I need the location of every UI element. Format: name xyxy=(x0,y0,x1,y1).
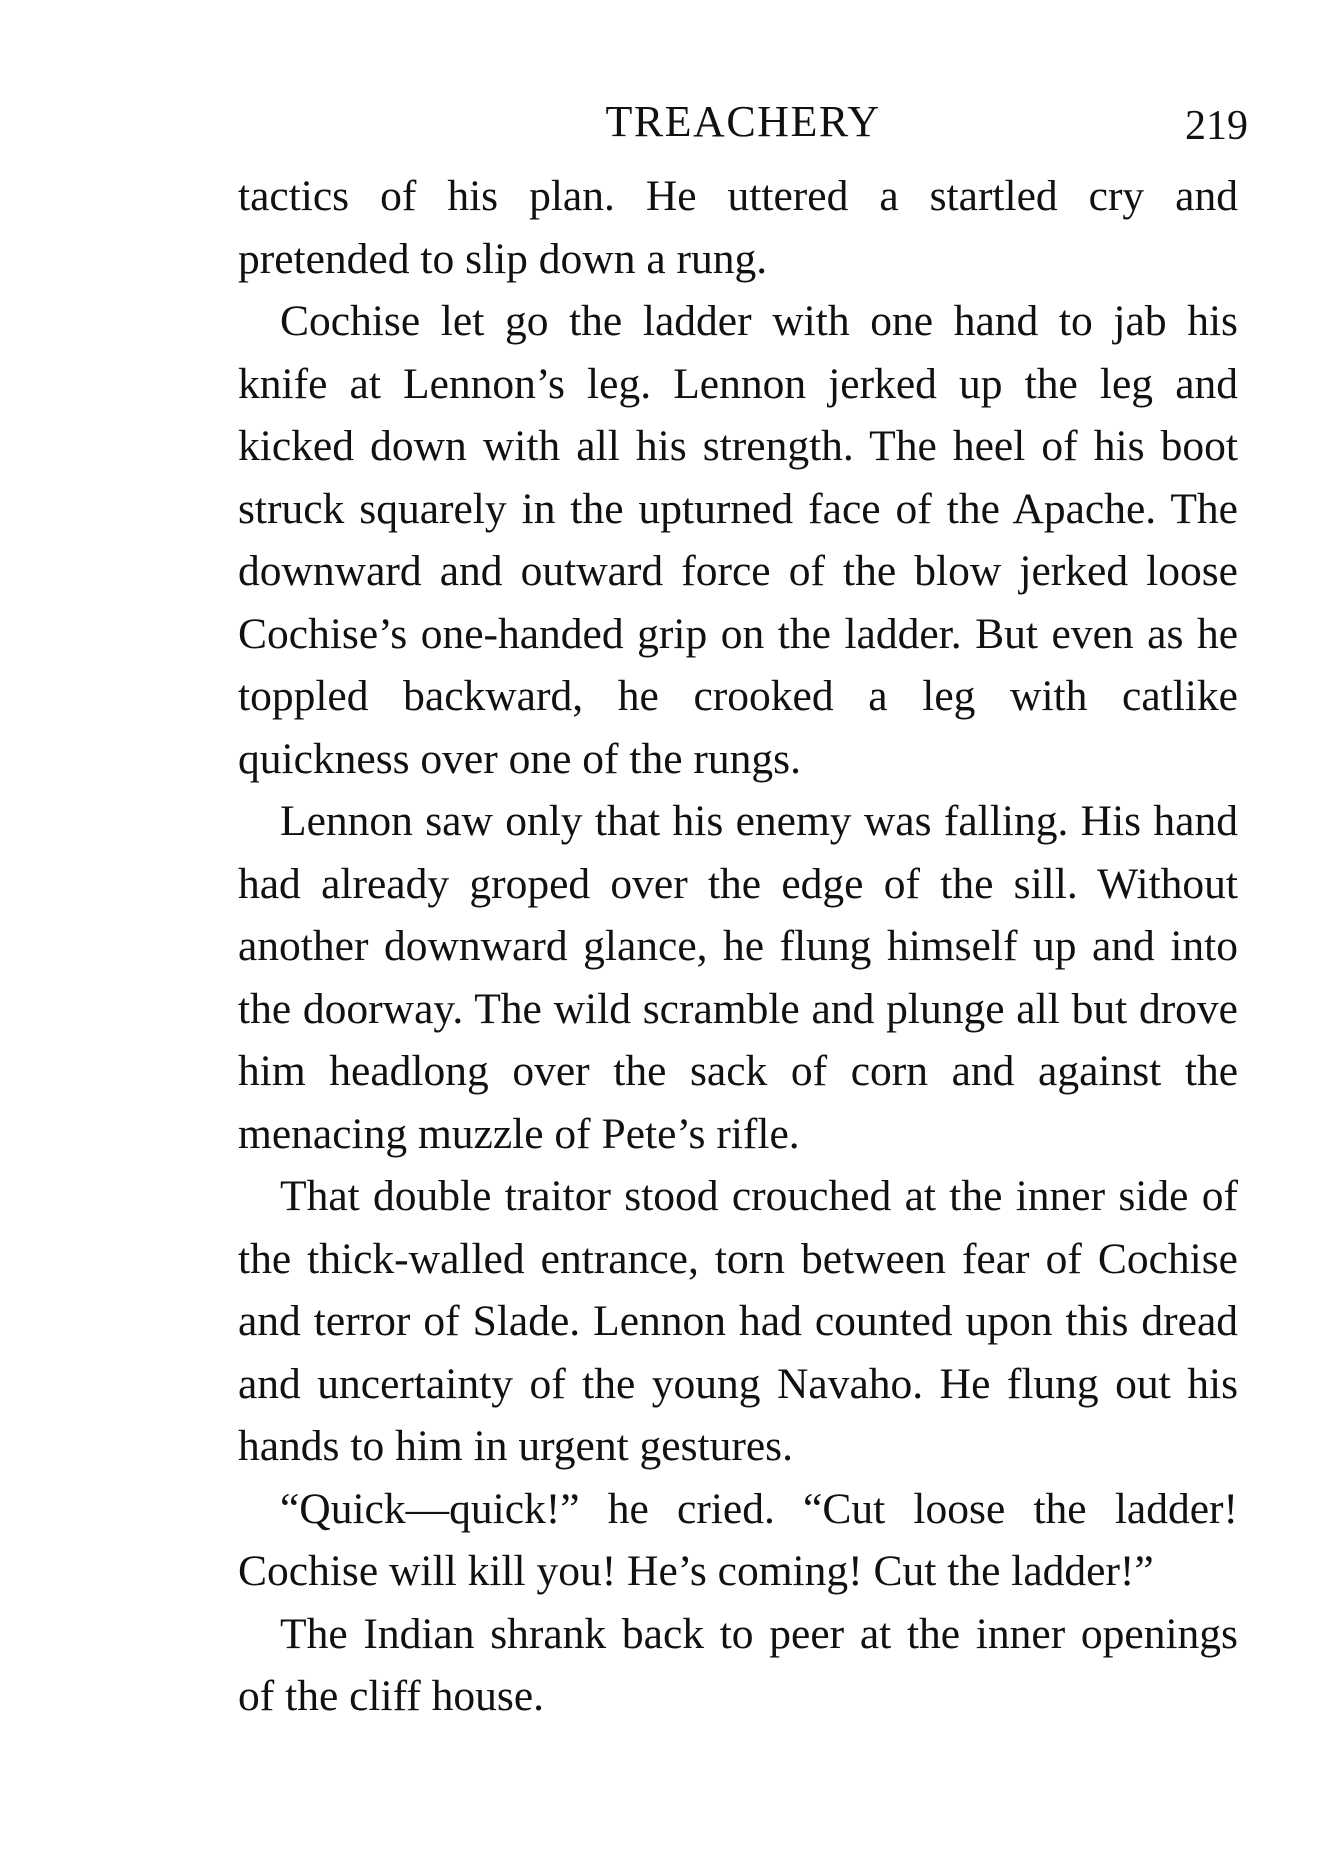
running-head xyxy=(238,92,1248,152)
paragraph: The Indian shrank back to peer at the inner openings of the cliff house. xyxy=(238,1609,1238,1720)
paragraph: Cochise let go the ladder with one hand to jab his knife at Lennon’s leg. Lennon jerked up the leg and kicked down with all his strength. The heel of his boot struck squarely in the upturned face of the Apache. The downward and outward force of the blow jerked loose Cochise’s one-handed grip on the ladder. But even as he toppled backward, he crooked a leg with catlike quickness over one of the rungs. xyxy=(238,297,1238,783)
paragraph: Lennon saw only that his enemy was falling. His hand had already groped over the edge of the sill. Without another downward glance, he flung himself up and into the doorway. The wild scramble and plunge all but drove him headlong over the sack of corn and against the menacing muzzle of Pete’s rifle. xyxy=(238,797,1238,1158)
body-text xyxy=(238,165,1238,1728)
paragraph-dialogue: “Quick—quick!” he cried. “Cut loose the ladder! Cochise will kill you! He’s coming! Cut the ladder!” xyxy=(238,1484,1238,1595)
paragraph: That double traitor stood crouched at the inner side of the thick-walled entrance, torn between fear of Cochise and terror of Slade. Lennon had counted upon this dread and uncertainty of the young Navaho. He flung out his hands to him in urgent gestures. xyxy=(238,1172,1238,1470)
page-number: 219 xyxy=(1185,103,1248,149)
running-title: TREACHERY xyxy=(605,97,881,146)
paragraph-continued: tactics of his plan. He uttered a startled cry and pretended to slip down a rung. xyxy=(238,172,1238,283)
